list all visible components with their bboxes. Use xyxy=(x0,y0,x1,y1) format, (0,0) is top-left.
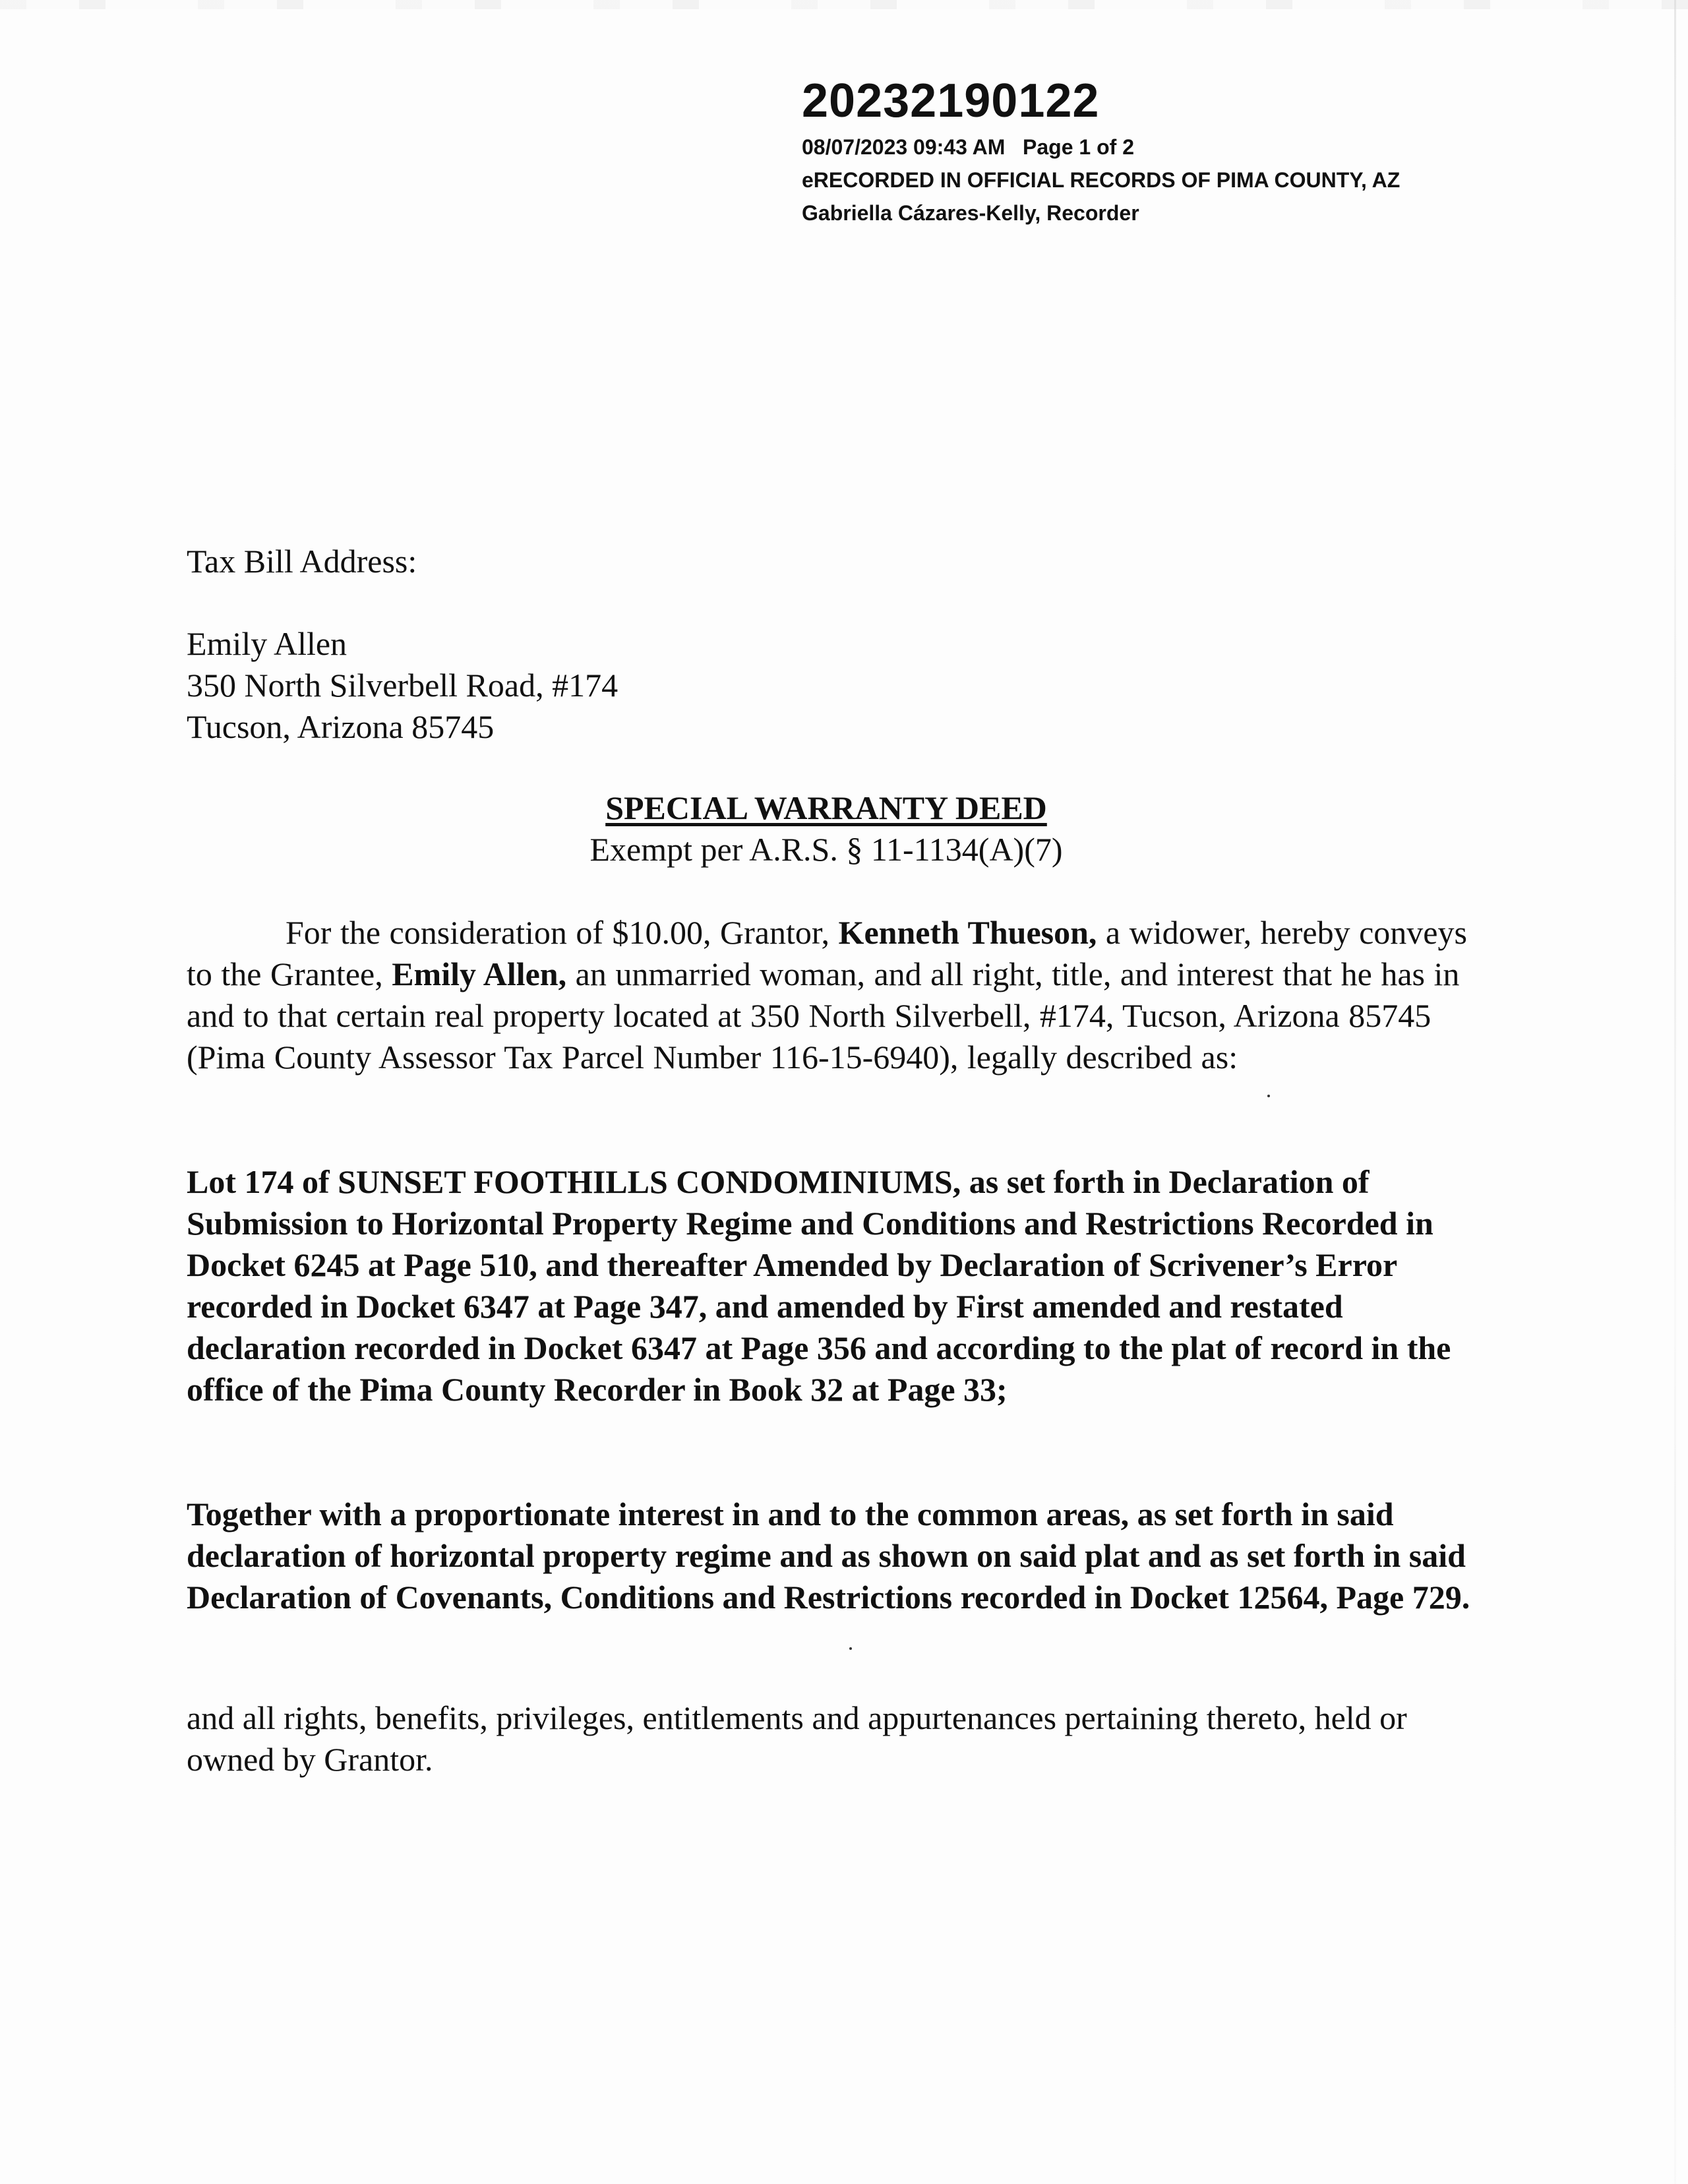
tax-bill-label: Tax Bill Address: xyxy=(187,543,417,580)
scan-edge-right xyxy=(1674,0,1676,2184)
tax-bill-address xyxy=(187,623,1479,748)
scan-speck xyxy=(1267,1095,1270,1097)
tax-bill-city-state-zip: Tucson, Arizona 85745 xyxy=(187,708,495,745)
consideration-text-1: For the consideration of $10.00, Grantor, xyxy=(286,914,839,951)
document-number: 20232190122 xyxy=(802,75,1100,127)
scan-edge-top xyxy=(0,0,1688,9)
legal-description-paragraph-2: Together with a proportionate interest in and to the common areas, as set forth in said declaration of horizontal property regime and as shown on said plat and as set forth in said Declaration of Covenants, Conditions and Restrictions recorded in Docket 12564, Page 729. xyxy=(187,1496,1470,1616)
tax-bill-street: 350 North Silverbell Road, #174 xyxy=(187,667,618,704)
scan-speck xyxy=(849,1647,852,1650)
deed-exemption: Exempt per A.R.S. § 11-1134(A)(7) xyxy=(589,831,1063,868)
recording-date-line xyxy=(802,131,1400,164)
grantee-name: Emily Allen, xyxy=(392,956,567,992)
recording-date-time: 08/07/2023 09:43 AM xyxy=(802,135,1006,159)
consideration-text-3: an unmarried woman, and all right, title, and interest that he has in and to that certain real property located at 350 North Silverbell, #174, Tucson, Arizona 85745 (Pima County Assessor Tax Parcel Number 116-15-6940), legally described as: xyxy=(187,956,1460,1076)
recording-stamp xyxy=(802,71,1400,229)
deed-heading xyxy=(187,787,1466,870)
deed-title: SPECIAL WARRANTY DEED xyxy=(605,789,1047,826)
page-info: Page 1 of 2 xyxy=(1023,135,1134,159)
recorded-in: eRECORDED IN OFFICIAL RECORDS OF PIMA COUNTY, AZ xyxy=(802,168,1401,192)
recorder-name: Gabriella Cázares-Kelly, Recorder xyxy=(802,201,1139,225)
legal-description-paragraph-1: Lot 174 of SUNSET FOOTHILLS CONDOMINIUMS, as set forth in Declaration of Submission to Horizontal Property Regime and Conditions and Restrictions Recorded in Docket 6245 at Page 510, and thereafter Amended by Declaration of Scrivener’s Error recorded in Docket 6347 at Page 347, and amended by First amended and restated declaration recorded in Docket 6347 at Page 356 and according to the plat of record in the office of the Pima County Recorder in Book 32 at Page 33; xyxy=(187,1163,1451,1408)
consideration-paragraph xyxy=(187,912,1479,1078)
grantor-name: Kenneth Thueson, xyxy=(838,914,1097,951)
consideration-text-2: a widower, hereby conveys to the Grantee, xyxy=(187,914,1467,992)
closing-paragraph: and all rights, benefits, privileges, entitlements and appurtenances pertaining thereto, held or owned by Grantor. xyxy=(187,1699,1407,1778)
tax-bill-name: Emily Allen xyxy=(187,625,347,662)
